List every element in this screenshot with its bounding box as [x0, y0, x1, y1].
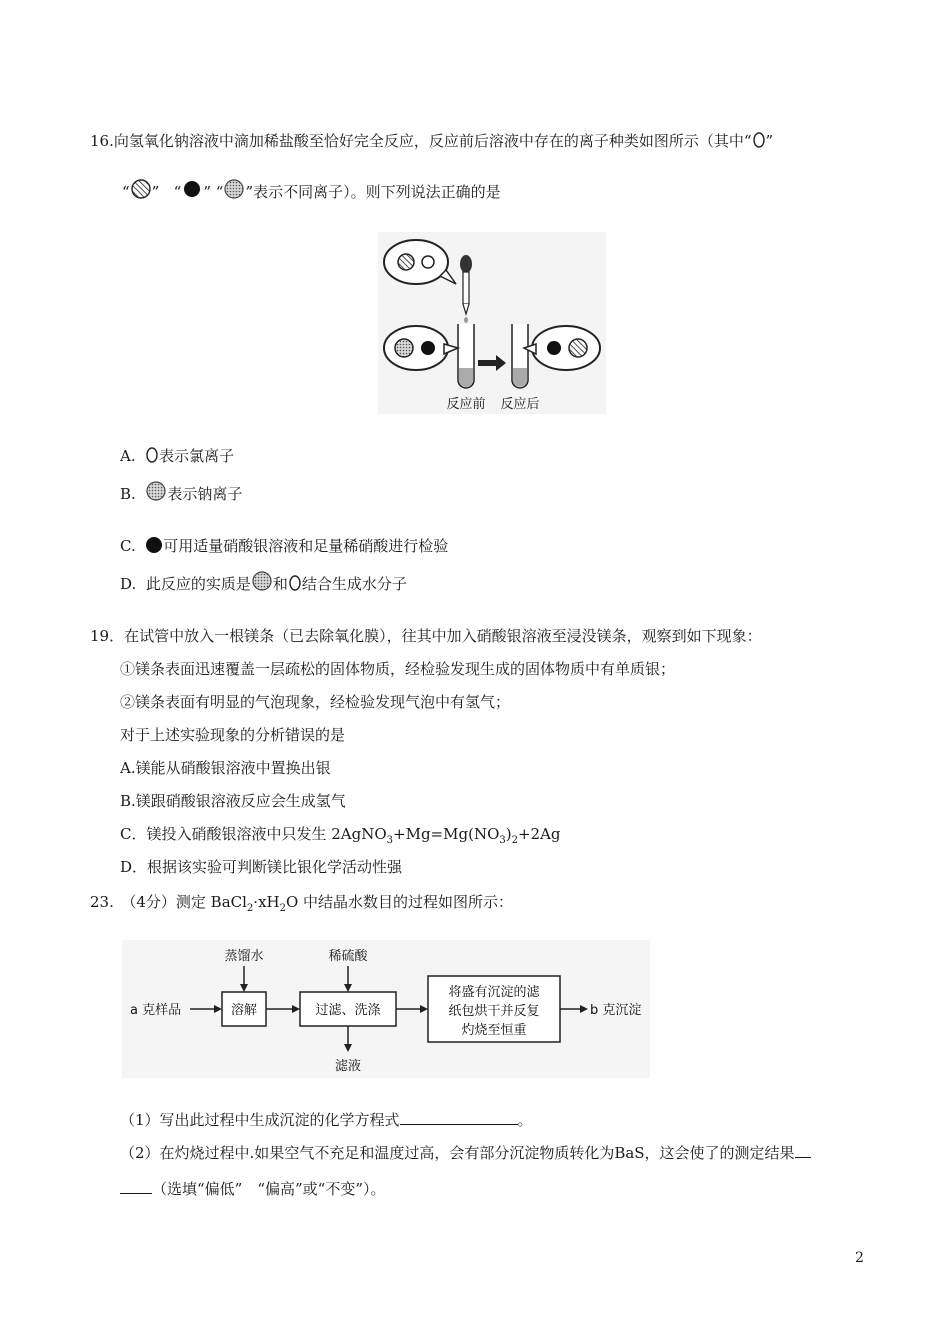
hatched-ion-icon	[569, 339, 587, 357]
dropper-bulb-icon	[460, 255, 472, 273]
subscript: 2	[279, 903, 286, 914]
quote-close: ”	[203, 183, 211, 201]
flow-filter: 过滤、洗涤	[315, 1003, 381, 1018]
q23-stem	[90, 891, 513, 920]
q16-stem-line2	[122, 178, 501, 203]
flow-dry-line1: 将盛有沉淀的滤	[448, 985, 540, 1000]
q16-stem-b: ”表示不同离子）。则下列说法正确的是	[245, 183, 501, 201]
option-text: +Mg=Mg(NO	[393, 825, 500, 843]
answer-blank[interactable]	[400, 1109, 518, 1125]
q23-sub2-line1	[120, 1142, 811, 1164]
black-ion-icon	[547, 341, 561, 355]
flow-dissolve: 溶解	[230, 1003, 258, 1018]
option-label: A.	[120, 447, 136, 465]
subscript: 3	[499, 835, 506, 846]
flow-sample: a 克样品	[130, 1003, 182, 1018]
quote-open: “	[173, 183, 182, 201]
q19-option-c	[120, 823, 561, 852]
stem-text: 23. （4分）测定 BaCl	[90, 893, 247, 911]
option-text: C．镁投入硝酸银溶液中只发生 2AgNO	[120, 825, 387, 843]
q23-sub2-line2	[120, 1178, 386, 1200]
sub-question-text: （1）写出此过程中生成沉淀的化学方程式	[120, 1111, 400, 1129]
option-text: 此反应的实质是	[145, 575, 251, 593]
option-label: D.	[120, 575, 137, 593]
q16-option-a	[120, 445, 234, 467]
open-ion-icon	[422, 256, 434, 268]
option-text: 和	[272, 575, 288, 593]
dotted-ion-icon	[395, 339, 413, 357]
dotted-ion-icon	[223, 178, 245, 200]
subscript: 2	[511, 835, 518, 846]
q16-stem-a: 16.向氢氧化钠溶液中滴加稀盐酸至恰好完全反应，反应前后溶液中存在的离子种类如图所示（其中“	[90, 132, 752, 150]
open-ion-icon	[288, 574, 302, 592]
quote-open: “	[122, 183, 130, 201]
sub-question-text: 。	[517, 1111, 533, 1129]
option-text: 结合生成水分子	[301, 575, 407, 593]
black-ion-icon	[421, 341, 435, 355]
q16-stem-line1	[90, 130, 773, 152]
flow-water: 蒸馏水	[224, 949, 264, 964]
q16-option-c	[120, 535, 448, 557]
hatched-ion-icon	[130, 178, 152, 200]
option-text: 可用适量硝酸银溶液和足量稀硝酸进行检验	[163, 537, 449, 555]
open-ion-icon	[752, 131, 766, 149]
option-label: B.	[120, 485, 136, 503]
dropper-tube-icon	[463, 272, 469, 304]
q19-observation-1: ①镁条表面迅速覆盖一层疏松的固体物质，经检验发现生成的固体物质中有单质银；	[120, 660, 676, 678]
q16-reaction-figure	[378, 232, 606, 414]
answer-blank[interactable]	[795, 1142, 811, 1158]
q19-stem: 19．在试管中放入一根镁条（已去除氧化膜），往其中加入硝酸银溶液至浸没镁条，观察到如下现象：	[90, 627, 762, 645]
black-ion-icon	[181, 178, 203, 200]
flow-result: b 克沉淀	[590, 1003, 642, 1018]
q23-sub1	[120, 1109, 533, 1131]
black-ion-icon	[145, 536, 163, 554]
label-after: 反应后	[500, 397, 540, 412]
open-ion-icon	[145, 446, 159, 464]
q19-question: 对于上述实验现象的分析错误的是	[120, 726, 346, 744]
flow-filtrate: 滤液	[334, 1059, 362, 1074]
stem-text: O 中结晶水数目的过程如图所示：	[285, 893, 514, 911]
quote-close: ”	[151, 183, 160, 201]
page-number: 2	[855, 1250, 864, 1266]
flow-acid: 稀硫酸	[328, 949, 368, 964]
option-text: )	[505, 825, 512, 843]
subscript: 2	[246, 903, 254, 914]
q19-option-a: A.镁能从硝酸银溶液中置换出银	[120, 759, 331, 777]
label-before: 反应前	[446, 397, 486, 412]
q16-option-b	[120, 480, 242, 505]
q19-option-b: B.镁跟硝酸银溶液反应会生成氢气	[120, 792, 346, 810]
sub-question-text: （选填“偏低” “偏高”或“不变”）。	[152, 1180, 386, 1198]
quote-open: “	[215, 183, 224, 201]
dotted-ion-icon	[251, 570, 273, 592]
dotted-ion-icon	[145, 480, 167, 502]
q19-observation-2: ②镁条表面有明显的气泡现象，经检验发现气泡中有氢气；	[120, 693, 511, 711]
option-text: 表示氯离子	[159, 447, 235, 465]
q16-option-d	[120, 570, 407, 595]
option-label: C.	[120, 537, 136, 555]
option-text: +2Ag	[517, 825, 561, 843]
flow-dry-line2: 纸包烘干并反复	[448, 1004, 540, 1019]
hatched-ion-icon	[398, 254, 414, 270]
q19-option-d: D．根据该实验可判断镁比银化学活动性强	[120, 858, 403, 876]
q16-stem-a-end: ”	[765, 132, 774, 150]
answer-blank[interactable]	[120, 1178, 152, 1194]
option-text: 表示钠离子	[167, 485, 243, 503]
sub-question-text: （2）在灼烧过程中.如果空气不充足和温度过高，会有部分沉淀物质转化为BaS，这会使了的测定结果	[120, 1144, 795, 1162]
subscript: 3	[386, 835, 394, 846]
stem-text: ·xH	[253, 893, 280, 911]
q23-flow-diagram	[122, 940, 650, 1078]
flow-dry-line3: 灼烧至恒重	[461, 1023, 527, 1038]
